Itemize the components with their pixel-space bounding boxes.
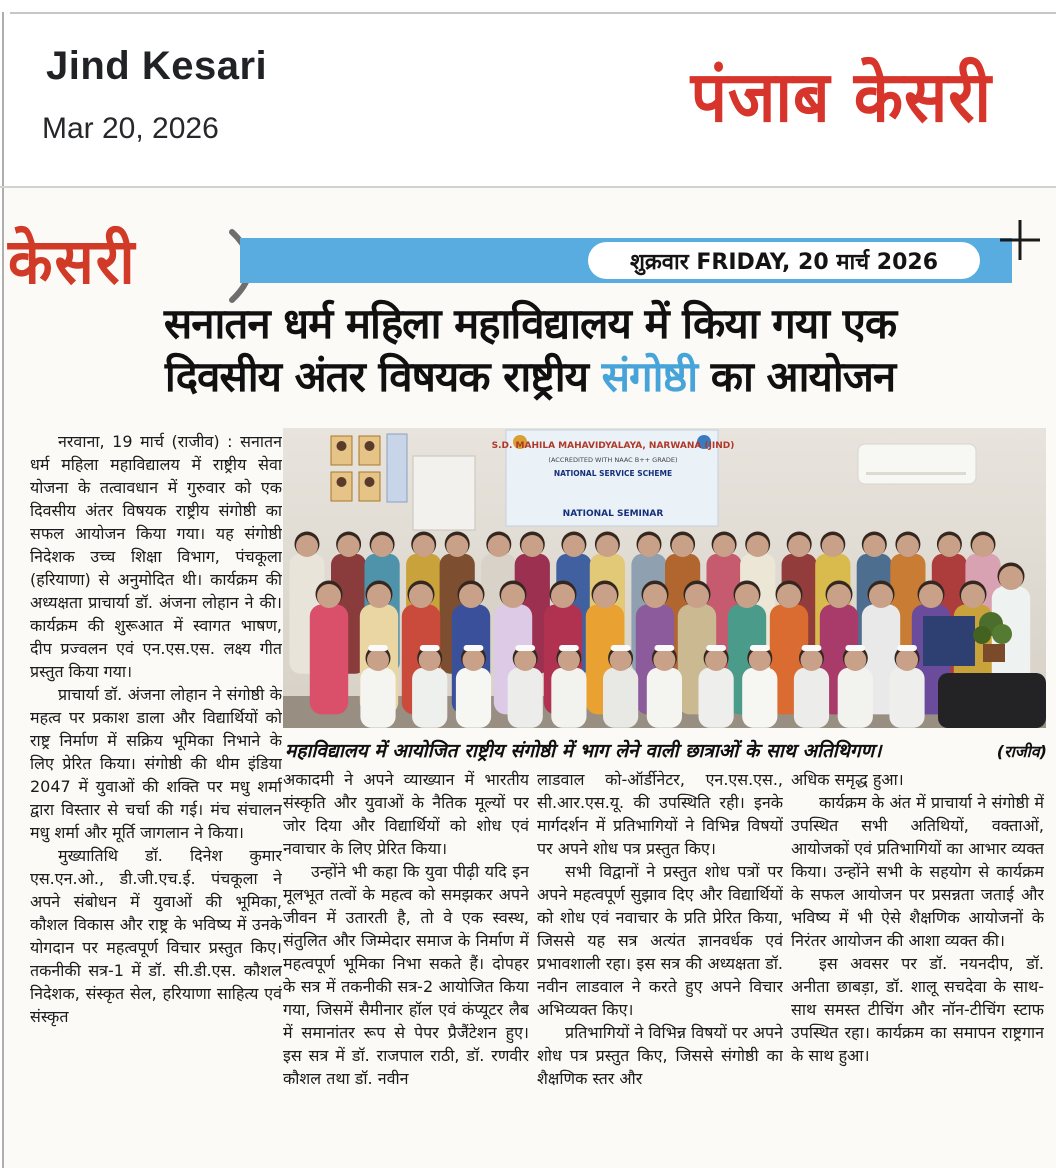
paragraph: इस अवसर पर डॉ. नयनदीप, डॉ. अनीता छाबड़ा, डॉ. शालू सचदेवा के साथ- साथ समस्त टीचिंग और नॉन-टीचिंग स्टाफ उपस्थित रहा। कार्यक्रम का समापन राष्ट्रगान के साथ हुआ। (791, 954, 1044, 1065)
paragraph: सभी विद्वानों ने प्रस्तुत शोध पत्रों पर अपने महत्वपूर्ण सुझाव दिए और विद्यार्थियों को शोध एवं नवाचार के प्रति प्रेरित किया, जिससे यह सत्र अत्यंत ज्ञानवर्धक एवं प्रभावशाली रहा। इस सत्र की अध्यक्षता डॉ. नवीन लाडवाल ने करते हुए अपने विचार अभिव्यक्त किए। (537, 862, 783, 1019)
banner-line-4: NATIONAL SEMINAR (562, 509, 664, 519)
brand-logo: पंजाब केसरी (690, 57, 992, 139)
article-column-4 (791, 768, 1044, 1168)
caption-text: महाविद्यालय में आयोजित राष्ट्रीय संगोष्ठी में भाग लेने वाली छात्राओं के साथ अतिथिगण। (285, 740, 882, 762)
caption-credit: (राजीव) (996, 742, 1047, 761)
paragraph: कार्यक्रम के अंत में प्राचार्या ने संगोष्ठी में उपस्थित सभी अतिथियों, वक्ताओं, आयोजकों एवं प्रतिभागियों का आभार व्यक्त किया। उन्होंने सभी के सहयोग से कार्यक्रम के सफल आयोजन पर प्रसन्नता जताई और भविष्य में भी ऐसे शैक्षणिक आयोजनों के निरंतर आयोजन की आशा व्यक्त की। (791, 793, 1044, 950)
article-column-3 (537, 768, 783, 1168)
article-column-1 (30, 430, 282, 1168)
banner-line-2: (ACCREDITED WITH NAAC B++ GRADE) (548, 456, 678, 464)
banner-line-1: S.D. MAHILA MAHAVIDYALAYA, NARWANA (JIND) (491, 441, 735, 451)
date-pill: शुक्रवार FRIDAY, 20 मार्च 2026 (588, 242, 980, 279)
paragraph: अकादमी ने अपने व्याख्यान में भारतीय संस्कृति और युवाओं के नैतिक मूल्यों पर जोर दिया और विद्यार्थियों को शोध एवं नवाचार के लिए प्रेरित किया। (283, 770, 529, 858)
date-bar (240, 238, 1012, 283)
photo-whiteboard (413, 456, 475, 530)
headline-line1: सनातन धर्म महिला महाविद्यालय में किया गया एक (163, 299, 897, 348)
newspaper-clipping (4, 188, 1056, 1168)
paragraph: प्रतिभागियों ने विभिन्न विषयों पर अपने शोध पत्र प्रस्तुत किए, जिससे संगोष्ठी का शैक्षणिक स्तर और (537, 1023, 783, 1088)
photo-banner (492, 430, 735, 526)
ac-unit (858, 444, 976, 484)
paragraph: उन्होंने भी कहा कि युवा पीढ़ी यदि इन मूलभूत तत्वों के महत्व को समझकर अपने जीवन में उतारती है, तो वे एक स्वस्थ, संतुलित और जिम्मेदार समाज के निर्माण में महत्वपूर्ण भूमिका निभा सकते हैं। दोपहर के सत्र में तकनीकी सत्र-2 आयोजित किया गया, जिसमें सैमीनार हॉल एवं कंप्यूटर लैब में समानांतर रूप से पेपर प्रैजैंटेशन हुए। इस सत्र में डॉ. राजपाल राठी, डॉ. रणवीर कौशल तथा डॉ. नवीन (283, 862, 529, 1088)
paragraph: मुख्यातिथि डॉ. दिनेश कुमार एस.एन.ओ., डी.जी.एच.ई. पंचकूला ने अपने संबोधन में युवाओं की भूमिका, कौशल विकास और राष्ट्र के भविष्य में उनके योगदान पर महत्वपूर्ण विचार प्रस्तुत किए। तकनीकी सत्र-1 में डॉ. सी.डी.एस. कौशल निदेशक, संस्कृत सेल, हरियाणा साहित्य एवं संस्कृत (30, 846, 282, 1026)
paragraph: अधिक समृद्ध हुआ। (791, 770, 904, 789)
headline (30, 298, 1030, 404)
site-date: Mar 20, 2026 (42, 112, 219, 145)
paragraph: नरवाना, 19 मार्च (राजीव) : सनातन धर्म महिला महाविद्यालय में राष्ट्रीय सेवा योजना के तत्वावधान में गुरुवार को एक दिवसीय अंतर विषयक राष्ट्रीय संगोष्ठी का सफल आयोजन किया गया। यह संगोष्ठी निदेशक उच्च शिक्षा विभाग, पंचकूला (हरियाणा) से अनुमोदित थी। कार्यक्रम की अध्यक्षता प्राचार्या डॉ. अंजना लोहान ने की। कार्यक्रम की शुरूआत में स्वागत भाषण, दीप प्रज्वलन एवं एन.एस.एस. लक्ष्य गीत प्रस्तुत किया गया। (30, 432, 282, 681)
headline-line2: दिवसीय अंतर विषयक राष्ट्रीय संगोष्ठी का आयोजन (164, 351, 896, 401)
news-photo (283, 428, 1046, 728)
headline-highlight: संगोष्ठी (601, 351, 698, 401)
paragraph: प्राचार्या डॉ. अंजना लोहान ने संगोष्ठी के महत्व पर प्रकाश डाला और विद्यार्थियों को राष्ट्र निर्माण में सक्रिय भूमिका निभाने के लिए प्रेरित किया। संगोष्ठी की थीम इंडिया 2047 में युवाओं की शक्ति पर मधु शर्मा द्वारा विस्तार से चर्चा की गई। मंच संचालन मधु शर्मा और मूर्ति जागलान ने किया। (30, 685, 282, 842)
site-title: Jind Kesari (46, 44, 268, 88)
photo-illustration (283, 428, 1046, 728)
banner-line-3: NATIONAL SERVICE SCHEME (553, 469, 673, 478)
top-border-line (10, 12, 1056, 14)
photo-couch (938, 673, 1046, 728)
paragraph: लाडवाल को-ऑर्डीनेटर, एन.एस.एस., सी.आर.एस.यू. की उपस्थिति रही। इनके मार्गदर्शन में प्रतिभागियों ने विभिन्न विषयों पर अपने शोध पत्र प्रस्तुत किए। (537, 770, 783, 858)
crosshair-icon (998, 218, 1042, 262)
article-column-2 (283, 768, 529, 1168)
photo-caption (285, 737, 1047, 763)
masthead-kesari: केसरी (8, 224, 137, 299)
